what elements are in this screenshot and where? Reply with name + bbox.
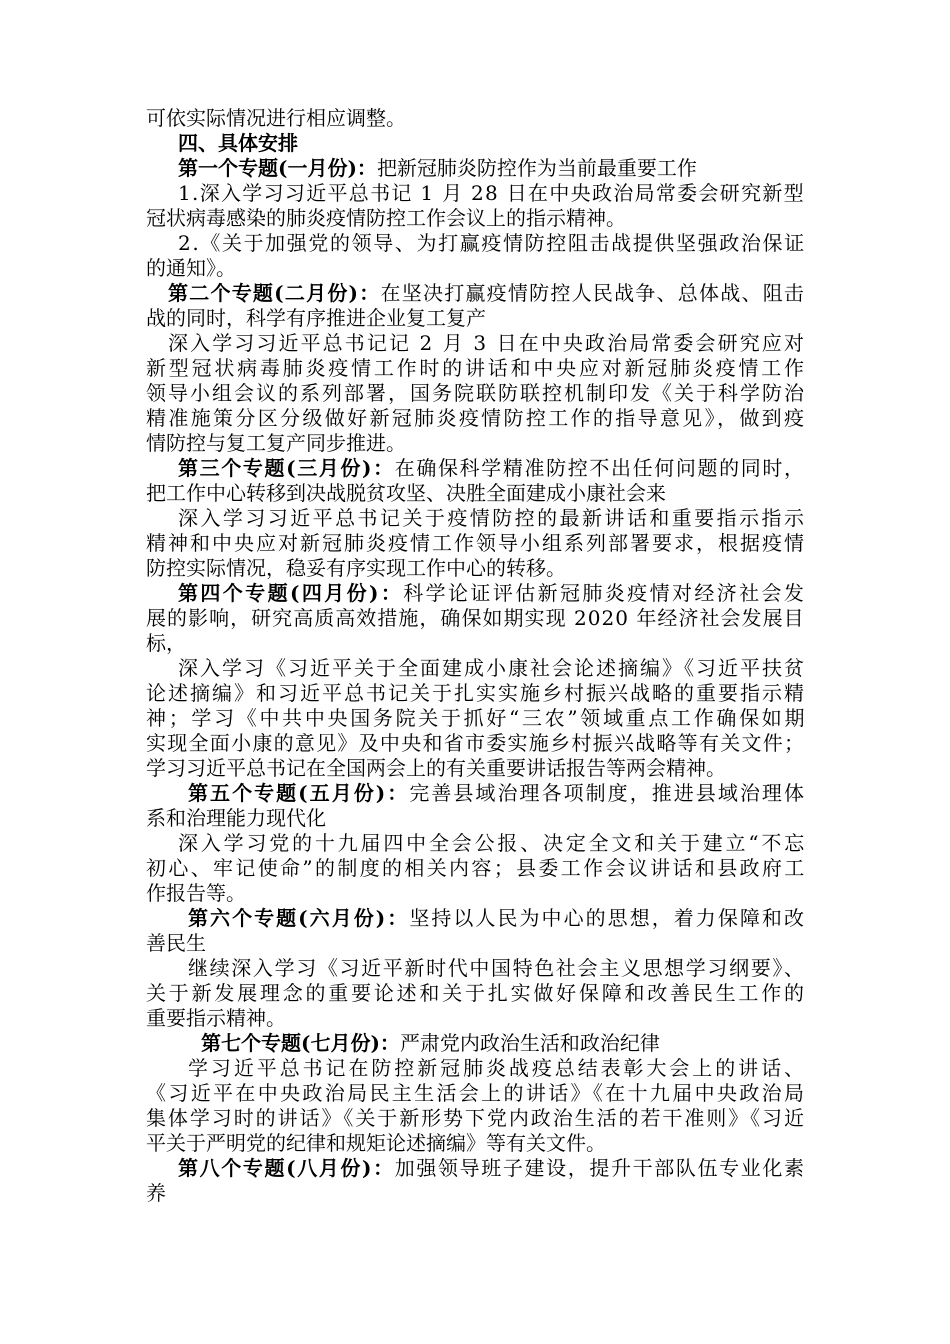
body-text: 平关于严明党的纪律和规矩论述摘编》等有关文件。 (146, 1131, 606, 1155)
text-line (178, 579, 806, 607)
text-line (146, 1129, 606, 1157)
body-text: 领导小组会议的系列部署，国务院联防联控机制印发《关于科学防治 (146, 381, 806, 405)
text-line (146, 679, 806, 707)
text-line (178, 654, 806, 682)
body-text: 神；学习《中共中央国务院关于抓好“三农”领域重点工作确保如期 (146, 706, 808, 730)
body-text: 论述摘编》和习近平总书记关于扎实实施乡村振兴战略的重要指示精 (146, 681, 806, 705)
body-text: 善民生 (146, 931, 206, 955)
text-line (146, 879, 246, 907)
text-line (178, 504, 806, 532)
body-text: 新型冠状病毒肺炎疫情工作时的讲话和中央应对新冠肺炎疫情工作 (146, 356, 807, 380)
body-text: 战的同时，科学有序推进企业复工复产 (146, 306, 486, 330)
text-line (146, 479, 666, 507)
text-line (146, 354, 807, 382)
text-line (146, 379, 806, 407)
body-text: 的通知》。 (146, 256, 236, 280)
text-line (178, 1154, 806, 1182)
body-text: 学习习近平总书记在全国两会上的有关重要讲话报告等两会精神。 (146, 756, 726, 780)
body-text: 继续深入学习《习近平新时代中国特色社会主义思想学习纲要》、 (188, 956, 806, 980)
text-line (188, 904, 806, 932)
body-text: 科学论证评估新冠肺炎疫情对经济社会发 (403, 581, 807, 605)
body-text: 坚持以人民为中心的思想，着力保障和改 (409, 906, 806, 930)
body-text: 冠状病毒感染的肺炎疫情防控工作会议上的指示精神。 (146, 206, 626, 230)
bold-heading-text: 第三个专题(三月份)： (178, 456, 395, 480)
body-text: 实现全面小康的意见》及中央和省市委实施乡村振兴战略等有关文件； (146, 731, 806, 755)
text-line (146, 1004, 286, 1032)
text-line (178, 154, 697, 182)
body-text: 展的影响，研究高质高效措施，确保如期实现 2020 年经济社会发展目 (146, 606, 805, 630)
text-line (146, 104, 406, 132)
text-line (188, 779, 806, 807)
text-line (188, 954, 806, 982)
body-text: 深入学习习近平总书记关于疫情防控的最新讲话和重要指示指示 (178, 506, 807, 530)
text-line (178, 129, 298, 157)
body-text: 集体学习时的讲话》《关于新形势下党内政治生活的若干准则》《习近 (146, 1106, 806, 1130)
text-line (146, 804, 326, 832)
text-line (168, 279, 805, 307)
body-text: 精神和中央应对新冠肺炎疫情工作领导小组系列部署要求，根据疫情 (146, 531, 806, 555)
text-line (146, 629, 186, 657)
body-text: 严肃党内政治生活和政治纪律 (399, 1031, 660, 1055)
bold-heading-text: 第七个专题(七月份)： (201, 1031, 400, 1055)
text-line (201, 1029, 660, 1057)
body-text: 学习近平总书记在防控新冠肺炎战疫总结表彰大会上的讲话、 (188, 1056, 807, 1080)
body-text: 1.深入学习习近平总书记 1 月 28 日在中央政治局常委会研究新型 (178, 181, 805, 205)
text-line (146, 854, 807, 882)
bold-heading-text: 第二个专题(二月份)： (168, 281, 381, 305)
body-text: 深入学习党的十九届四中全会公报、决定全文和关于建立“不忘 (178, 831, 808, 855)
body-text: 加强领导班子建设，提升干部队伍专业化素 (394, 1156, 806, 1180)
body-text: 防控实际情况，稳妥有序实现工作中心的转移。 (146, 556, 566, 580)
text-line (146, 604, 805, 632)
body-text: 把工作中心转移到决战脱贫攻坚、决胜全面建成小康社会来 (146, 481, 666, 505)
body-text: 关于新发展理念的重要论述和关于扎实做好保障和改善民生工作的 (146, 981, 807, 1005)
bold-heading-text: 第四个专题(四月份)： (178, 581, 404, 605)
body-text: 初心、牢记使命”的制度的相关内容；县委工作会议讲话和县政府工 (146, 856, 807, 880)
bold-heading-text: 第一个专题(一月份)： (178, 156, 377, 180)
text-line (146, 204, 626, 232)
text-line (146, 704, 807, 732)
body-text: 可依实际情况进行相应调整。 (146, 106, 406, 130)
text-line (146, 404, 806, 432)
body-text: 标， (146, 631, 186, 655)
text-line (146, 554, 566, 582)
text-line (146, 429, 406, 457)
body-text: 作报告等。 (146, 881, 246, 905)
text-line (146, 254, 236, 282)
text-line (188, 1054, 807, 1082)
body-text: 系和治理能力现代化 (146, 806, 326, 830)
bold-heading-text: 四、具体安排 (178, 131, 298, 155)
text-line (146, 979, 807, 1007)
body-text: 2.《关于加强党的领导、为打赢疫情防控阻击战提供坚强政治保证 (178, 231, 806, 255)
text-line (168, 329, 806, 357)
bold-heading-text: 第六个专题(六月份)： (188, 906, 410, 930)
body-text: 深入学习习近平总书记记 2 月 3 日在中央政治局常委会研究应对 (168, 331, 806, 355)
text-line (146, 304, 486, 332)
text-line (178, 829, 807, 857)
text-line (146, 529, 806, 557)
body-text: 重要指示精神。 (146, 1006, 286, 1030)
text-line (178, 454, 806, 482)
text-line (146, 1179, 166, 1207)
bold-heading-text: 第五个专题(五月份)： (188, 781, 410, 805)
text-line (178, 179, 805, 207)
body-text: 在坚决打赢疫情防控人民战争、总体战、阻击 (380, 281, 806, 305)
body-text: 养 (146, 1181, 166, 1205)
body-text: 深入学习《习近平关于全面建成小康社会论述摘编》《习近平扶贫 (178, 656, 806, 680)
bold-heading-text: 第八个专题(八月份)： (178, 1156, 395, 1180)
text-line (146, 1104, 806, 1132)
text-line (146, 754, 726, 782)
text-line (146, 1079, 806, 1107)
text-line (146, 729, 805, 757)
body-text: 精准施策分区分级做好新冠肺炎疫情防控工作的指导意见》，做到疫 (146, 406, 807, 430)
body-text: 完善县域治理各项制度，推进县域治理体 (409, 781, 806, 805)
body-text: 把新冠肺炎防控作为当前最重要工作 (376, 156, 697, 180)
body-text: 情防控与复工复产同步推进。 (146, 431, 406, 455)
text-line (178, 229, 806, 257)
text-line (146, 929, 206, 957)
body-text: 在确保科学精准防控不出任何问题的同时， (394, 456, 806, 480)
body-text: 《习近平在中央政治局民主生活会上的讲话》《在十九届中央政治局 (146, 1081, 807, 1105)
